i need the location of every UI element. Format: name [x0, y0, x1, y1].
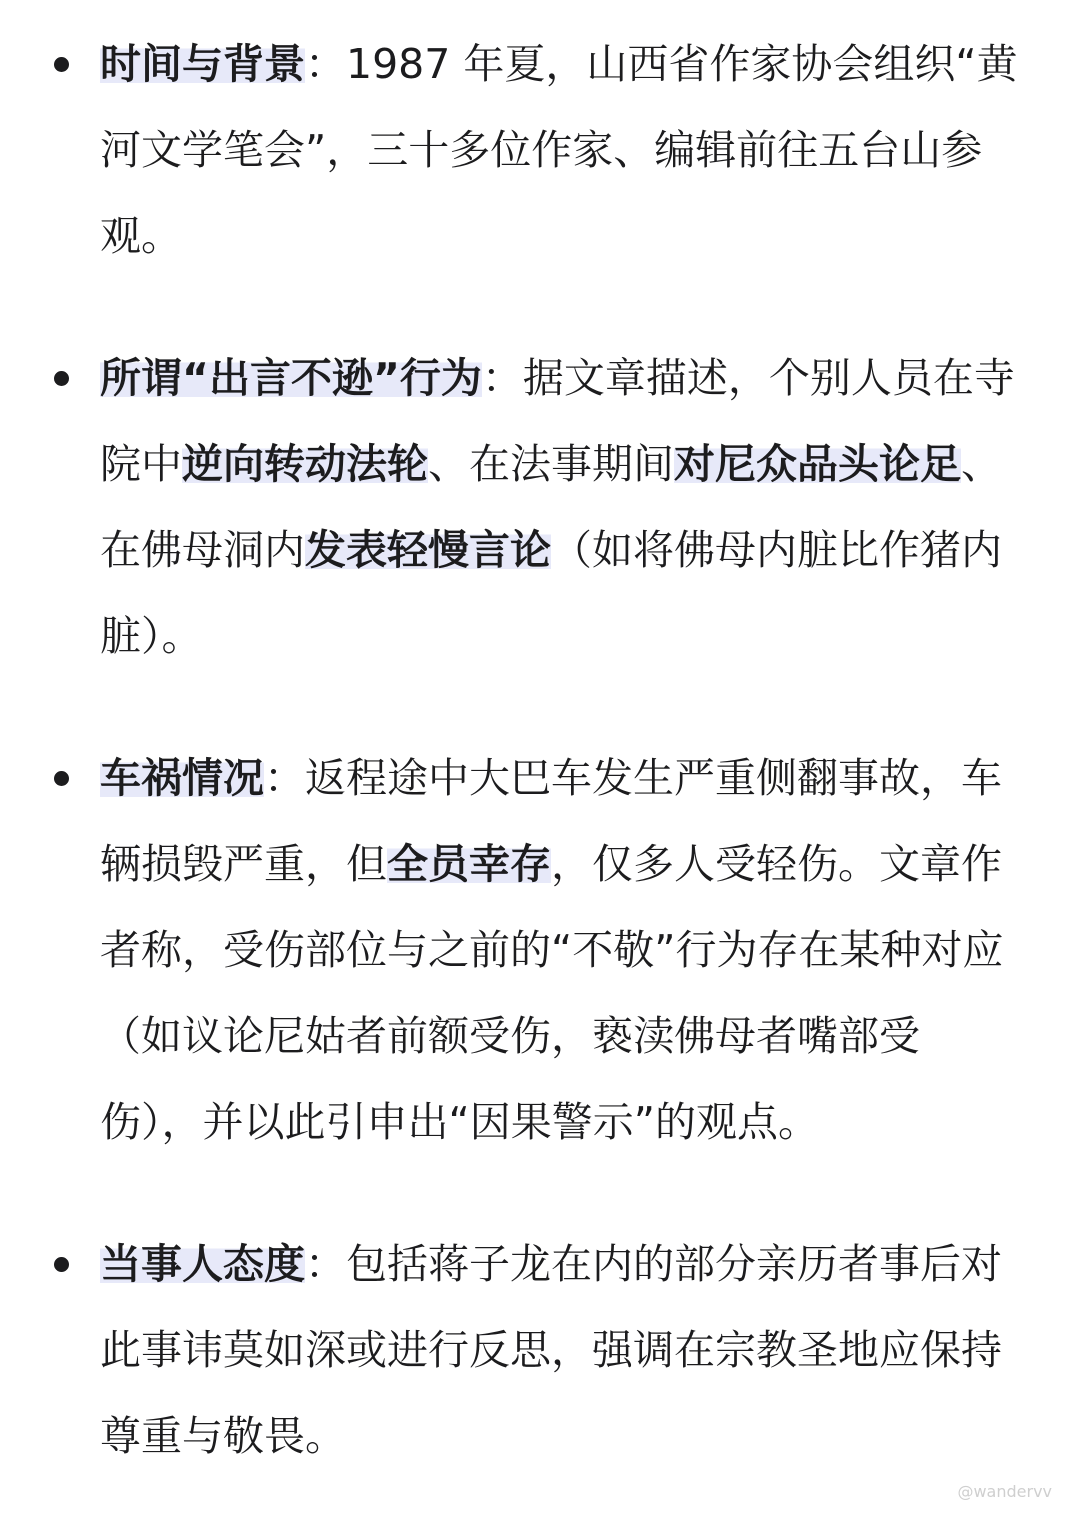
- item-text: ：据文章描述，个别人员在寺院中: [100, 354, 1015, 488]
- item-text: （如将佛母内脏比作猪内脏）。: [100, 526, 1002, 660]
- watermark: @wandervv: [957, 1482, 1052, 1501]
- list-item-accident: [0, 735, 1080, 1165]
- list-item-behavior: [0, 335, 1080, 679]
- item-text: 、在佛母洞内: [100, 440, 1002, 574]
- item-text: ：返程途中大巴车发生严重侧翻事故，车辆损毁严重，但: [100, 754, 1002, 888]
- bullet-list: [0, 21, 1080, 1479]
- heading-time-background: 时间与背景: [100, 40, 305, 88]
- highlight-phrase: 逆向转动法轮: [182, 440, 428, 488]
- answer-content: [0, 21, 1080, 1535]
- highlight-phrase: 发表轻慢言论: [305, 526, 551, 574]
- item-text: ：1987 年夏，山西省作家协会组织“黄河文学笔会”，三十多位作家、编辑前往五台山参观。: [100, 40, 1018, 260]
- highlight-phrase: 对尼众品头论足: [674, 440, 961, 488]
- heading-attitude: 当事人态度: [100, 1240, 305, 1288]
- heading-accident: 车祸情况: [100, 754, 264, 802]
- heading-behavior: 所谓“出言不逊”行为: [100, 354, 482, 402]
- list-item-attitude: [0, 1221, 1080, 1479]
- highlight-phrase: 全员幸存: [387, 840, 551, 888]
- item-text: 、在法事期间: [428, 440, 674, 488]
- item-text: ，仅多人受轻伤。文章作者称，受伤部位与之前的“不敬”行为存在某种对应（如议论尼姑者前额受伤，亵渎佛母者嘴部受伤），并以此引申出“因果警示”的观点。: [100, 840, 1004, 1146]
- item-text: ：包括蒋子龙在内的部分亲历者事后对此事讳莫如深或进行反思，强调在宗教圣地应保持尊重与敬畏。: [100, 1240, 1002, 1460]
- list-item-background: [0, 21, 1080, 279]
